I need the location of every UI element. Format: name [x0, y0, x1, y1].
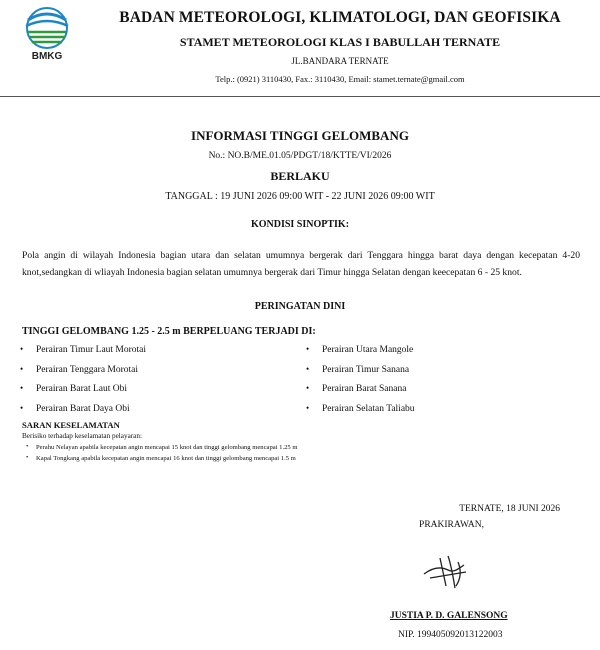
list-item: • Perairan Barat Laut Obi [20, 384, 146, 404]
list-item: • Perairan Timur Laut Morotai [20, 345, 146, 365]
station-contact: Telp.: (0921) 3110430, Fax.: 3110430, Email: stamet.ternate@gmail.com [215, 74, 465, 84]
safety-list [26, 444, 297, 466]
signature-position: PRAKIRAWAN, [419, 520, 484, 530]
synoptic-heading: KONDISI SINOPTIK: [250, 219, 350, 230]
list-item: • Perairan Tenggara Morotai [20, 365, 146, 385]
synoptic-text: Pola angin di wilayah Indonesia bagian utara dan selatan umumnya bergerak dari Tenggara hingga barat daya dengan kecepatan 4-20 knot,sedangkan di wliayah Indonesia bagian selatan umumnya bergerak dari Timur hingga Selatan dengan keecepatan 6 - 25 knot. [22, 250, 580, 278]
signatory-nip: NIP. 199405092013122003 [398, 630, 503, 640]
signature-place-date: TERNATE, 18 JUNI 2026 [459, 504, 560, 514]
list-item: • Perairan Barat Daya Obi [20, 404, 146, 424]
list-item: • Perahu Nelayan apabila kecepatan angin mencapai 15 knot dan tinggi gelombang mencapai 1.25 m [26, 444, 297, 455]
berlaku-heading: BERLAKU [270, 169, 330, 183]
logo-label: BMKG [31, 51, 63, 62]
station-name: STAMET METEOROLOGI KLAS I BABULLAH TERNATE [179, 35, 501, 49]
validity-period: TANGGAL : 19 JUNI 2026 09:00 WIT - 22 JUNI 2026 09:00 WIT [165, 191, 435, 202]
safety-intro: Berisiko terhadap keselamatan pelayaran: [22, 432, 142, 440]
area-list-right [306, 345, 415, 423]
list-item: • Perairan Barat Sanana [306, 384, 415, 404]
document-number: No.: NO.B/ME.01.05/PDGT/18/KTTE/VI/2026 [208, 151, 392, 161]
station-address: JL.BANDARA TERNATE [291, 56, 389, 66]
warning-heading: PERINGATAN DINI [254, 301, 346, 312]
safety-heading: SARAN KESELAMATAN [22, 420, 120, 430]
list-item: • Perairan Selatan Taliabu [306, 404, 415, 424]
list-item: • Kapal Tongkang apabila kecepatan angin mencapai 16 knot dan tinggi gelombang mencapai 1.5 m [26, 455, 297, 466]
header-divider [0, 96, 600, 97]
document-title: INFORMASI TINGGI GELOMBANG [191, 128, 409, 143]
handwritten-signature-icon [418, 548, 478, 593]
signatory-name: JUSTIA P. D. GALENSONG [390, 611, 508, 621]
list-item: • Perairan Utara Mangole [306, 345, 415, 365]
area-list-left [20, 345, 146, 423]
org-name: BADAN METEOROLOGI, KLIMATOLOGI, DAN GEOFISIKA [119, 9, 561, 26]
list-item: • Perairan Timur Sanana [306, 365, 415, 385]
wave-heading: TINGGI GELOMBANG 1.25 - 2.5 m BERPELUANG TERJADI DI: [22, 326, 316, 337]
